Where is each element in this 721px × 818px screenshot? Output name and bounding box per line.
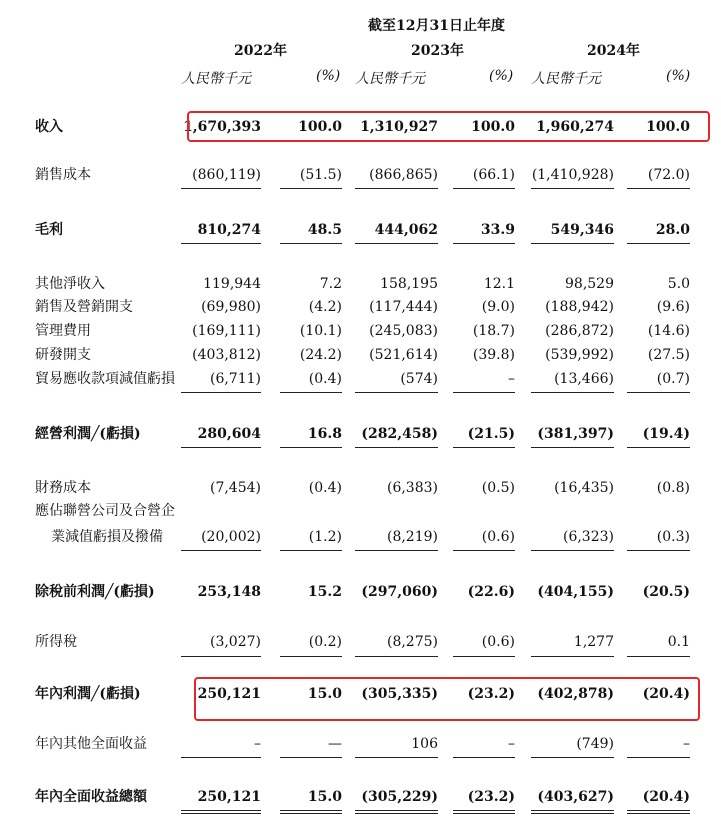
row-label-admin-expenses: 管理費用: [35, 323, 91, 339]
cell: (51.5): [299, 167, 342, 183]
cell: (0.8): [656, 480, 690, 496]
cell: 549,346: [550, 222, 614, 238]
cell: 810,274: [197, 222, 261, 238]
cell: (749): [576, 736, 614, 752]
subtotal-rule: [627, 656, 690, 657]
subtotal-rule: [453, 447, 515, 448]
cell: (0.4): [308, 371, 342, 387]
row-label-cost-of-sales: 銷售成本: [35, 167, 91, 183]
cell: (27.5): [647, 347, 690, 363]
subtotal-rule: [627, 392, 690, 393]
cell: 119,944: [203, 276, 261, 292]
cell: (381,397): [537, 426, 614, 442]
cell: 100.0: [298, 119, 342, 135]
cell: 280,604: [197, 426, 261, 442]
cell: (20.5): [642, 584, 690, 600]
row-label-selling-expenses: 銷售及營銷開支: [35, 299, 133, 315]
subtotal-rule: [453, 757, 515, 758]
subtotal-rule: [453, 188, 515, 189]
unit-amount-2022: 人民幣千元: [181, 71, 251, 87]
cell: 1,670,393: [183, 119, 261, 135]
cell: (22.6): [467, 584, 515, 600]
subtotal-rule: [181, 656, 261, 657]
cell: (8,219): [386, 529, 438, 545]
cell: 33.9: [480, 222, 515, 238]
cell: (14.6): [647, 323, 690, 339]
unit-amount-2023: 人民幣千元: [355, 71, 425, 87]
subtotal-rule: [355, 757, 438, 758]
subtotal-rule: [181, 757, 261, 758]
cell: 1,277: [573, 634, 614, 650]
cell: (23.2): [467, 686, 515, 702]
cell: (866,865): [369, 167, 438, 183]
highlight-box-profit-for-year: [194, 677, 700, 721]
year-2023: 2023年: [411, 43, 464, 59]
cell: (18.7): [472, 323, 515, 339]
row-label-operating-profit: 經營利潤╱(虧損): [35, 426, 141, 442]
subtotal-rule: [355, 656, 438, 657]
subtotal-rule: [181, 550, 261, 551]
row-label-gross-profit: 毛利: [35, 222, 63, 238]
cell: (286,872): [545, 323, 614, 339]
cell: (403,812): [192, 347, 261, 363]
subtotal-rule: [531, 447, 614, 448]
subtotal-rule: [280, 757, 342, 758]
highlight-box-revenue: [187, 111, 710, 142]
cell: 250,121: [197, 789, 261, 805]
cell: (6,711): [209, 371, 261, 387]
cell: 253,148: [197, 584, 261, 600]
cell: (539,992): [545, 347, 614, 363]
cell: (9.6): [656, 299, 690, 315]
total-double-rule: [453, 810, 515, 814]
row-label-revenue: 收入: [35, 119, 63, 135]
subtotal-rule: [531, 392, 614, 393]
cell: –: [508, 736, 515, 752]
subtotal-rule: [355, 550, 438, 551]
cell: (13,466): [554, 371, 614, 387]
row-label-finance-costs: 財務成本: [35, 480, 91, 496]
unit-percent-2024: (%): [666, 68, 691, 84]
cell: (188,942): [545, 299, 614, 315]
cell: (0.3): [656, 529, 690, 545]
cell: (282,458): [361, 426, 438, 442]
cell: 98,529: [565, 276, 614, 292]
cell: (16,435): [554, 480, 614, 496]
cell: (0.2): [308, 634, 342, 650]
cell: (3,027): [209, 634, 261, 650]
subtotal-rule: [355, 447, 438, 448]
subtotal-rule: [531, 188, 614, 189]
cell: (0.6): [481, 634, 515, 650]
cell: (20,002): [201, 529, 261, 545]
cell: –: [508, 371, 515, 387]
subtotal-rule: [531, 243, 614, 244]
row-label-other-comprehensive-income: 年內其他全面收益: [35, 736, 147, 752]
subtotal-rule: [280, 392, 342, 393]
cell: (1,410,928): [531, 167, 614, 183]
unit-percent-2023: (%): [489, 68, 514, 84]
cell: —: [328, 736, 342, 752]
subtotal-rule: [181, 392, 261, 393]
subtotal-rule: [280, 550, 342, 551]
cell: 7.2: [319, 276, 342, 292]
subtotal-rule: [453, 550, 515, 551]
cell: (521,614): [369, 347, 438, 363]
cell: 100.0: [646, 119, 690, 135]
subtotal-rule: [280, 243, 342, 244]
subtotal-rule: [627, 188, 690, 189]
cell: 5.0: [667, 276, 690, 292]
cell: (574): [400, 371, 438, 387]
cell: 100.0: [471, 119, 515, 135]
cell: (404,155): [537, 584, 614, 600]
cell: (23.2): [467, 789, 515, 805]
total-double-rule: [531, 810, 614, 814]
subtotal-rule: [355, 392, 438, 393]
period-header: 截至12月31日止年度: [368, 18, 505, 34]
cell: (39.8): [472, 347, 515, 363]
subtotal-rule: [355, 188, 438, 189]
cell: –: [683, 736, 690, 752]
subtotal-rule: [531, 757, 614, 758]
subtotal-rule: [453, 656, 515, 657]
row-label-impairment-receivables: 貿易應收款項減值虧損: [35, 371, 175, 387]
cell: 106: [411, 736, 438, 752]
cell: 16.8: [307, 426, 342, 442]
total-double-rule: [355, 810, 438, 814]
cell: 15.2: [307, 584, 342, 600]
cell: 444,062: [374, 222, 438, 238]
cell: 1,960,274: [536, 119, 614, 135]
cell: 28.0: [655, 222, 690, 238]
row-label-income-tax: 所得稅: [35, 634, 77, 650]
cell: (305,229): [361, 789, 438, 805]
cell: (0.5): [481, 480, 515, 496]
row-label-profit-for-year: 年內利潤╱(虧損): [35, 686, 141, 702]
cell: (297,060): [361, 584, 438, 600]
total-double-rule: [280, 810, 342, 814]
cell: (245,083): [369, 323, 438, 339]
total-double-rule: [627, 810, 690, 814]
subtotal-rule: [627, 757, 690, 758]
cell: (8,275): [386, 634, 438, 650]
cell: 48.5: [307, 222, 342, 238]
cell: (10.1): [299, 323, 342, 339]
subtotal-rule: [181, 243, 261, 244]
cell: 158,195: [380, 276, 438, 292]
subtotal-rule: [280, 188, 342, 189]
cell: 1,310,927: [360, 119, 438, 135]
cell: 250,121: [197, 686, 261, 702]
subtotal-rule: [531, 550, 614, 551]
year-2024: 2024年: [587, 43, 640, 59]
cell: (1.2): [308, 529, 342, 545]
cell: (402,878): [537, 686, 614, 702]
subtotal-rule: [453, 243, 515, 244]
cell: 15.0: [307, 686, 342, 702]
cell: 0.1: [667, 634, 690, 650]
cell: (20.4): [642, 686, 690, 702]
subtotal-rule: [453, 392, 515, 393]
subtotal-rule: [280, 656, 342, 657]
row-label-share-associates: 應佔聯營公司及合營企: [35, 503, 175, 519]
cell: (69,980): [201, 299, 261, 315]
cell: 12.1: [483, 276, 515, 292]
cell: (403,627): [537, 789, 614, 805]
cell: (0.7): [656, 371, 690, 387]
cell: –: [254, 736, 261, 752]
cell: (24.2): [299, 347, 342, 363]
subtotal-rule: [280, 447, 342, 448]
cell: (21.5): [467, 426, 515, 442]
row-label-total-comprehensive-income: 年內全面收益總額: [35, 789, 147, 805]
row-label-rd-expenses: 研發開支: [35, 347, 91, 363]
cell: 15.0: [307, 789, 342, 805]
cell: (0.6): [481, 529, 515, 545]
row-label-share-associates-cont: 業減值虧損及撥備: [51, 529, 163, 545]
subtotal-rule: [181, 447, 261, 448]
subtotal-rule: [627, 243, 690, 244]
cell: (6,383): [386, 480, 438, 496]
cell: (4.2): [308, 299, 342, 315]
cell: (6,323): [562, 529, 614, 545]
cell: (169,111): [192, 323, 261, 339]
cell: (7,454): [209, 480, 261, 496]
unit-percent-2022: (%): [316, 68, 341, 84]
subtotal-rule: [627, 447, 690, 448]
unit-amount-2024: 人民幣千元: [531, 71, 601, 87]
row-label-other-net-income: 其他淨收入: [35, 276, 105, 292]
cell: (9.0): [481, 299, 515, 315]
subtotal-rule: [627, 550, 690, 551]
cell: (72.0): [647, 167, 690, 183]
cell: (19.4): [642, 426, 690, 442]
year-2022: 2022年: [234, 43, 287, 59]
cell: (305,335): [361, 686, 438, 702]
subtotal-rule: [181, 188, 261, 189]
cell: (20.4): [642, 789, 690, 805]
cell: (860,119): [192, 167, 261, 183]
subtotal-rule: [355, 243, 438, 244]
row-label-profit-before-tax: 除稅前利潤╱(虧損): [35, 584, 155, 600]
cell: (0.4): [308, 480, 342, 496]
subtotal-rule: [531, 656, 614, 657]
total-double-rule: [181, 810, 261, 814]
cell: (117,444): [369, 299, 438, 315]
cell: (66.1): [472, 167, 515, 183]
